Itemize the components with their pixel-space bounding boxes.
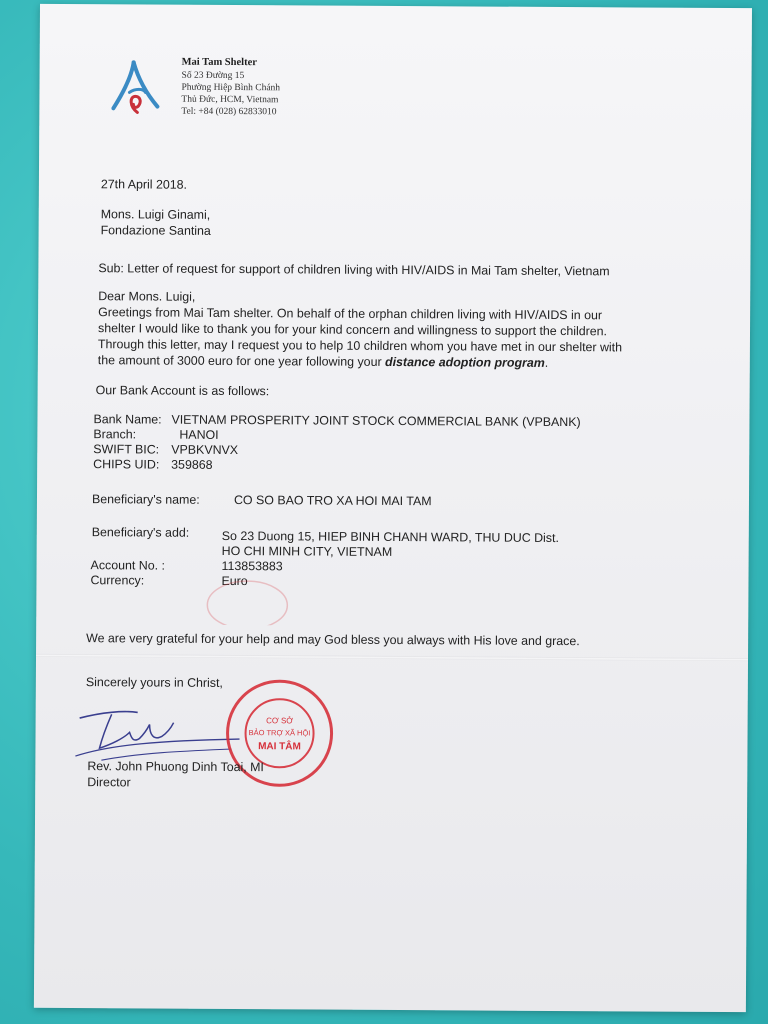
beneficiary-add-label: Beneficiary's add:: [91, 525, 190, 540]
paper-fold: [36, 654, 748, 661]
signer-title: Director: [87, 775, 131, 790]
chips-label: CHIPS UID:: [93, 457, 160, 472]
salutation: Dear Mons. Luigi,: [98, 289, 196, 304]
stamp-line3: MAI TÂM: [258, 741, 301, 753]
handwritten-signature: [71, 704, 241, 765]
swift-label: SWIFT BIC:: [93, 442, 160, 457]
letter-page: [34, 4, 752, 1012]
currency-label: Currency:: [90, 573, 145, 588]
faint-stamp-mark: [204, 575, 290, 626]
account-label: Account No. :: [90, 558, 166, 573]
mai-tam-logo: [111, 58, 163, 116]
signer-name: Rev. John Phuong Dinh Toai, MI: [87, 759, 264, 775]
address-line: Số 23 Đường 15: [181, 70, 245, 82]
body-line: Greetings from Mai Tam shelter. On behalf of the orphan children living with HIV/AIDS in our: [98, 305, 603, 323]
beneficiary-name-value: CO SO BAO TRO XA HOI MAI TAM: [233, 493, 432, 509]
address-line: Phường Hiệp Bình Chánh: [181, 82, 281, 94]
body-last-suffix: .: [544, 355, 549, 370]
currency-value: Euro: [221, 573, 248, 589]
org-name: Mai Tam Shelter: [181, 56, 257, 69]
stamp-line2: BẢO TRỢ XÃ HỘI: [248, 728, 311, 738]
swift-value: VPBKVNVX: [171, 442, 239, 458]
sign-off: Sincerely yours in Christ,: [85, 675, 223, 690]
body-line: shelter I would like to thank you for your kind concern and willingness to support the children.: [97, 321, 608, 339]
phone-line: Tel: +84 (028) 62833010: [181, 106, 277, 118]
address-line: Thủ Đức, HCM, Vietnam: [181, 94, 279, 106]
stamp-line1: CƠ SỞ: [266, 716, 294, 726]
recipient-org: Fondazione Santina: [100, 223, 211, 238]
bank-name-label: Bank Name:: [93, 412, 162, 427]
recipient-name: Mons. Luigi Ginami,: [100, 207, 211, 222]
branch-label: Branch:: [93, 427, 137, 442]
letter-subject: Sub: Letter of request for support of children living with HIV/AIDS in Mai Tam shelter, Vietnam: [98, 261, 610, 279]
account-value: 113853883: [221, 558, 283, 574]
letter-date: 27th April 2018.: [100, 177, 188, 192]
beneficiary-add-line1: So 23 Duong 15, HIEP BINH CHANH WARD, THU DUC Dist.: [221, 528, 559, 546]
bank-intro: Our Bank Account is as follows:: [95, 383, 270, 399]
bank-name-value: VIETNAM PROSPERITY JOINT STOCK COMMERCIAL BANK (VPBANK): [171, 412, 581, 430]
body-line: Through this letter, may I request you to help 10 children whom you have met in our shelter with: [97, 337, 623, 355]
beneficiary-add-line2: HO CHI MINH CITY, VIETNAM: [221, 543, 393, 559]
closing-line: We are very grateful for your help and may God bless you always with His love and grace.: [86, 631, 580, 649]
beneficiary-name-label: Beneficiary's name:: [91, 492, 200, 507]
body-line-last: [98, 352, 548, 371]
program-emphasis: distance adoption program: [385, 354, 545, 370]
branch-value: HANOI: [179, 427, 219, 442]
chips-value: 359868: [171, 457, 213, 472]
body-last-prefix: the amount of 3000 euro for one year following your: [97, 353, 386, 369]
